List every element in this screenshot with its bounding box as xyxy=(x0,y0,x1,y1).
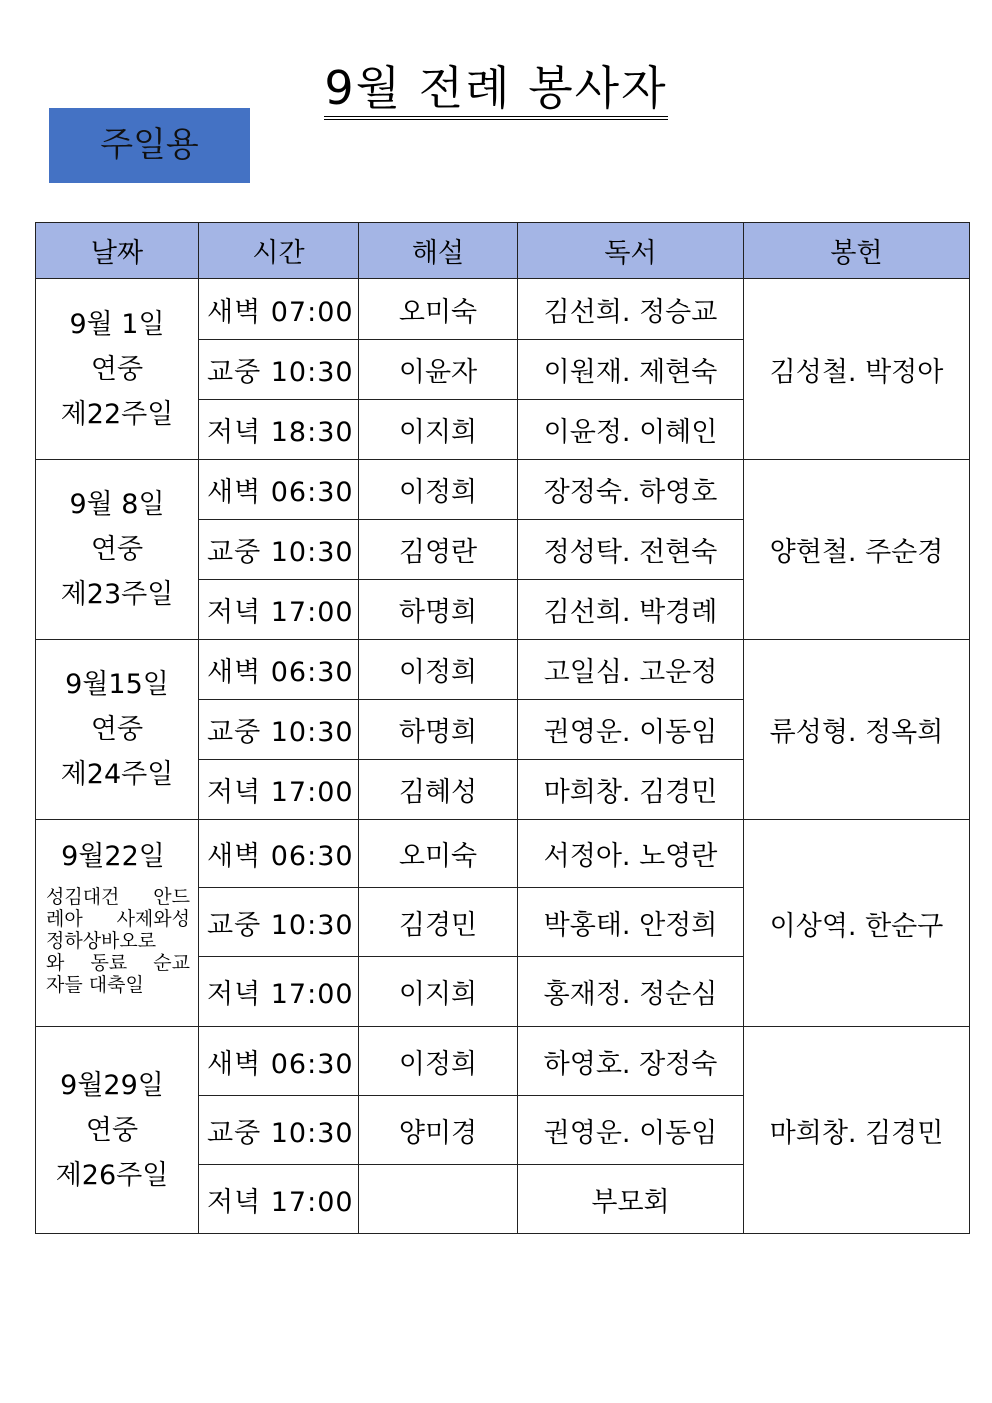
commentator-cell: 이지희 xyxy=(359,957,518,1027)
offering-cell: 김성철. 박정아 xyxy=(744,279,970,460)
header-time: 시간 xyxy=(199,223,359,279)
time-cell: 새벽 06:30 xyxy=(199,640,359,700)
table-row xyxy=(36,820,970,888)
commentator-cell: 김혜성 xyxy=(359,760,518,820)
commentator-cell: 하명희 xyxy=(359,580,518,640)
readers-cell: 권영운. 이동임 xyxy=(518,1096,744,1165)
date-cell xyxy=(36,820,199,1027)
readers-cell: 홍재정. 정순심 xyxy=(518,957,744,1027)
time-cell: 저녁 17:00 xyxy=(199,760,359,820)
time-cell: 새벽 06:30 xyxy=(199,460,359,520)
commentator-cell: 오미숙 xyxy=(359,279,518,340)
time-cell: 교중 10:30 xyxy=(199,340,359,400)
commentator-cell xyxy=(359,1165,518,1234)
table-row xyxy=(36,640,970,700)
time-cell: 교중 10:30 xyxy=(199,700,359,760)
commentator-cell: 이윤자 xyxy=(359,340,518,400)
time-cell: 새벽 07:00 xyxy=(199,279,359,340)
readers-cell: 이원재. 제현숙 xyxy=(518,340,744,400)
header-date: 날짜 xyxy=(36,223,199,279)
page-title: 9월 전례 봉사자 xyxy=(0,58,992,120)
commentator-cell: 김영란 xyxy=(359,520,518,580)
commentator-cell: 양미경 xyxy=(359,1096,518,1165)
header-offering: 봉헌 xyxy=(744,223,970,279)
offering-cell: 이상역. 한순구 xyxy=(744,820,970,1027)
date-cell: 9월 8일 연중 제23주일 xyxy=(36,460,199,640)
feast-line: 자들 대축일 xyxy=(46,974,144,996)
table-row xyxy=(36,279,970,340)
offering-cell: 양현철. 주순경 xyxy=(744,460,970,640)
table-row xyxy=(36,1027,970,1096)
feast-line: 성김대건 안드 xyxy=(46,886,190,908)
readers-cell: 김선희. 정승교 xyxy=(518,279,744,340)
time-cell: 새벽 06:30 xyxy=(199,1027,359,1096)
readers-cell: 김선희. 박경례 xyxy=(518,580,744,640)
header-readers: 독서 xyxy=(518,223,744,279)
readers-cell: 권영운. 이동임 xyxy=(518,700,744,760)
time-cell: 저녁 17:00 xyxy=(199,957,359,1027)
time-cell: 새벽 06:30 xyxy=(199,820,359,888)
date-label: 9월22일 xyxy=(61,841,165,872)
readers-cell: 서정아. 노영란 xyxy=(518,820,744,888)
commentator-cell: 하명희 xyxy=(359,700,518,760)
readers-cell: 정성탁. 전현숙 xyxy=(518,520,744,580)
readers-cell: 마희창. 김경민 xyxy=(518,760,744,820)
time-cell: 저녁 18:30 xyxy=(199,400,359,460)
commentator-cell: 오미숙 xyxy=(359,820,518,888)
sunday-badge: 주일용 xyxy=(49,108,250,183)
offering-cell: 마희창. 김경민 xyxy=(744,1027,970,1234)
time-cell: 교중 10:30 xyxy=(199,888,359,957)
commentator-cell: 김경민 xyxy=(359,888,518,957)
offering-cell: 류성형. 정옥희 xyxy=(744,640,970,820)
header-commentator: 해설 xyxy=(359,223,518,279)
time-cell: 저녁 17:00 xyxy=(199,580,359,640)
readers-cell: 부모회 xyxy=(518,1165,744,1234)
feast-line: 레아 사제와성 xyxy=(46,908,190,930)
feast-line: 정하상바오로 xyxy=(46,930,157,952)
commentator-cell: 이정희 xyxy=(359,640,518,700)
readers-cell: 박홍태. 안정희 xyxy=(518,888,744,957)
date-cell: 9월15일 연중 제24주일 xyxy=(36,640,199,820)
commentator-cell: 이정희 xyxy=(359,460,518,520)
date-cell: 9월 1일 연중 제22주일 xyxy=(36,279,199,460)
commentator-cell: 이지희 xyxy=(359,400,518,460)
table-row xyxy=(36,460,970,520)
readers-cell: 고일심. 고운정 xyxy=(518,640,744,700)
time-cell: 교중 10:30 xyxy=(199,1096,359,1165)
readers-cell: 이윤정. 이혜인 xyxy=(518,400,744,460)
readers-cell: 하영호. 장정숙 xyxy=(518,1027,744,1096)
feast-line: 와 동료 순교 xyxy=(46,952,190,974)
readers-cell: 장정숙. 하영호 xyxy=(518,460,744,520)
time-cell: 저녁 17:00 xyxy=(199,1165,359,1234)
schedule-table xyxy=(35,222,970,1234)
date-cell: 9월29일 연중 제26주일 xyxy=(36,1027,199,1234)
header-row xyxy=(36,223,970,279)
commentator-cell: 이정희 xyxy=(359,1027,518,1096)
time-cell: 교중 10:30 xyxy=(199,520,359,580)
